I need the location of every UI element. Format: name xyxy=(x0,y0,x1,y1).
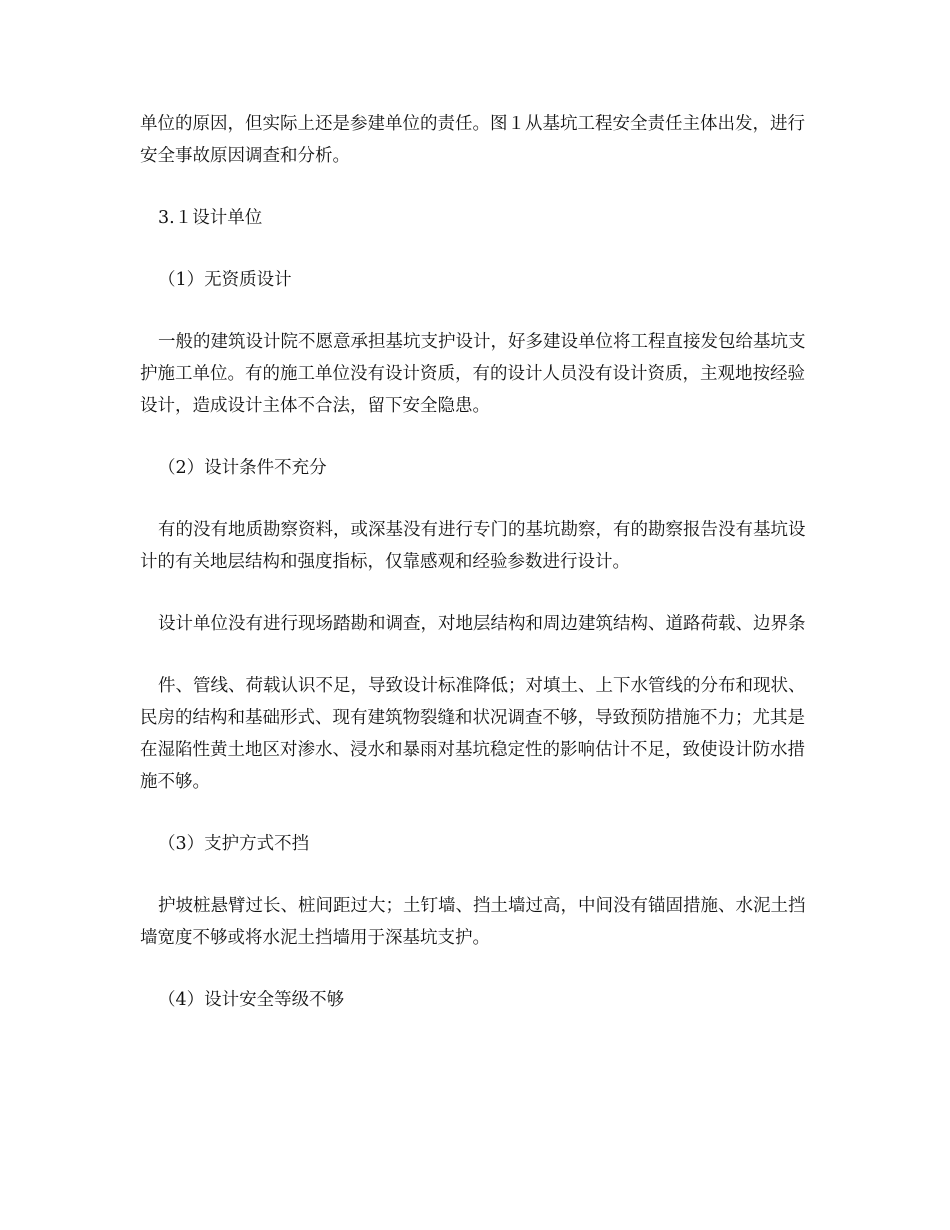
body-paragraph: 护坡桩悬臂过长、桩间距过大；土钉墙、挡土墙过高，中间没有锚固措施、水泥土挡墙宽度不够或将水泥土挡墙用于深基坑支护。 xyxy=(140,896,806,948)
document-page xyxy=(140,108,812,1046)
subsection-heading: （2）设计条件不充分 xyxy=(158,458,327,478)
subsection-heading: （4）设计安全等级不够 xyxy=(158,990,345,1010)
section-heading: 3.１设计单位 xyxy=(158,208,263,228)
body-paragraph: 有的没有地质勘察资料，或深基没有进行专门的基坑勘察，有的勘察报告没有基坑设计的有关地层结构和强度指标，仅靠感观和经验参数进行设计。 xyxy=(140,520,806,572)
subsection-heading: （1）无资质设计 xyxy=(158,270,292,290)
body-paragraph: 设计单位没有进行现场踏勘和调查，对地层结构和周边建筑结构、道路荷载、边界条 xyxy=(158,614,806,634)
body-paragraph: 件、管线、荷载认识不足，导致设计标准降低；对填土、上下水管线的分布和现状、民房的结构和基础形式、现有建筑物裂缝和状况调查不够，导致预防措施不力；尤其是在湿陷性黄土地区对渗水、浸水和暴雨对基坑稳定性的影响估计不足，致使设计防水措施不够。 xyxy=(140,676,806,792)
body-paragraph: 一般的建筑设计院不愿意承担基坑支护设计，好多建设单位将工程直接发包给基坑支护施工单位。有的施工单位没有设计资质，有的设计人员没有设计资质，主观地按经验设计，造成设计主体不合法，留下安全隐患。 xyxy=(140,332,806,416)
body-paragraph-continued: 单位的原因，但实际上还是参建单位的责任。图１从基坑工程安全责任主体出发，进行安全事故原因调查和分析。 xyxy=(140,114,805,166)
subsection-heading: （3）支护方式不挡 xyxy=(158,834,310,854)
